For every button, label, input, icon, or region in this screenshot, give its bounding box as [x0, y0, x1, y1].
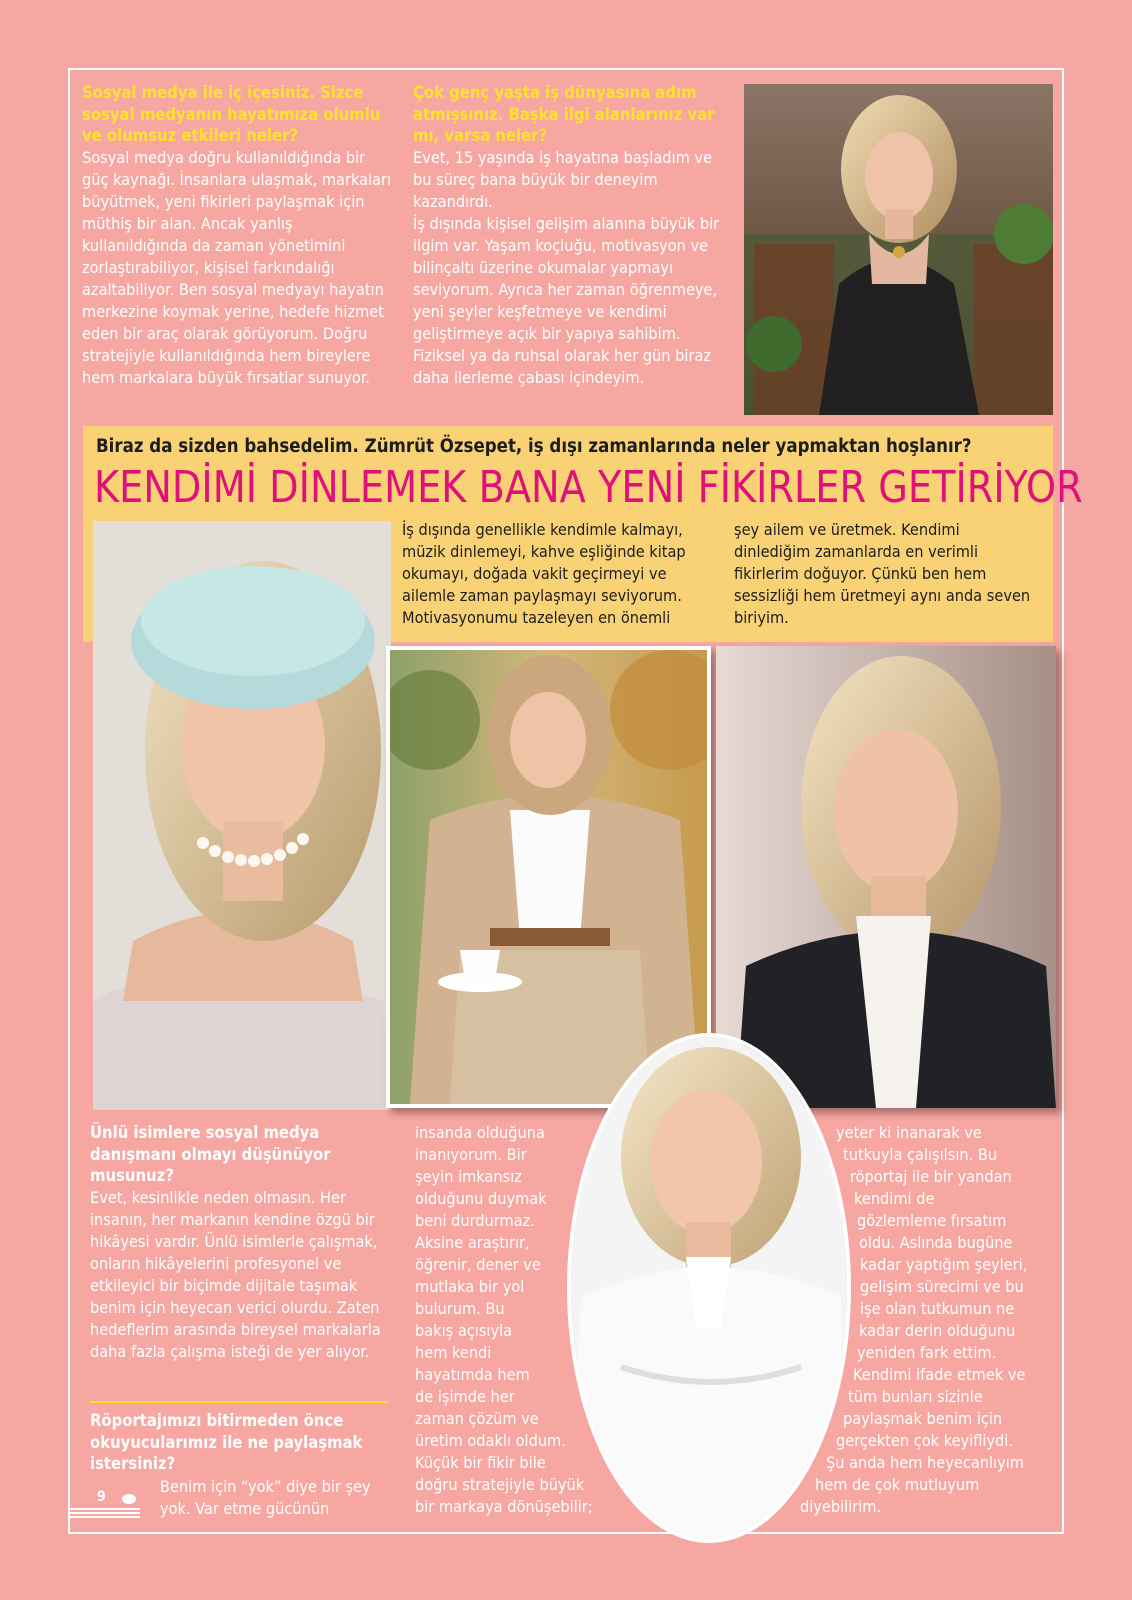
text-line: öğrenir, dener ve	[415, 1255, 541, 1274]
text-line: zaman çözüm ve	[415, 1409, 539, 1428]
text-line: şeyin imkansız	[415, 1167, 522, 1186]
text-line: oldu. Aslında bugüne	[859, 1233, 1013, 1252]
text-line: insanda olduğuna	[415, 1123, 545, 1142]
text-line: hem kendi	[415, 1343, 492, 1362]
text-line: gözlemleme fırsatım	[857, 1211, 1007, 1230]
col2-answer-p2: İş dışında kişisel gelişim alanına büyük bir ilgim var. Yaşam koçluğu, motivasyon ve bilinçaltı üzerine okumalar yapmayı seviyorum. Ayrıca her zaman öğrenmeye, yeni şeyler keşfetmeye ve kendimi geliştirmeye açık bir yapıya sahibim. Fiziksel ya da ruhsal olarak her gün biraz daha ilerleme çabası içindeyim.	[413, 213, 720, 387]
col2-answer-p1: Evet, 15 yaşında iş hayatına başladım ve bu süreç bana büyük bir deneyim kazandırdı.	[413, 147, 712, 211]
text-line: gerçekten çok keyifliydi.	[836, 1431, 1013, 1450]
text-line: inanıyorum. Bir	[415, 1145, 527, 1164]
band-answer-b: şey ailem ve üretmek. Kendimi dinlediğim zamanlarda en verimli fikirlerim doğuyor. Çünkü ben hem sessizliği hem üretmeyi aynı anda seven biriyim.	[734, 520, 1031, 627]
text-line: yeter ki inanarak ve	[836, 1123, 982, 1142]
page-marker-icon	[122, 1494, 136, 1504]
band-answer-a: İş dışında genellikle kendimle kalmayı, müzik dinlemeyi, kahve eşliğinde kitap okumayı, doğada vakit geçirmeyi ve ailemle zaman paylaşmayı seviyorum. Motivasyonumu tazeleyen en önemli	[402, 520, 686, 627]
text-line: röportaj ile bir yandan	[850, 1167, 1012, 1186]
text-line: hem de çok mutluyum	[815, 1475, 980, 1494]
headline: KENDİMİ DİNLEMEK BANA YENİ FİKİRLER GETİRİYOR	[94, 462, 1083, 513]
text-line: üretim odaklı oldum.	[415, 1431, 566, 1450]
text-line: kadar yaptığım şeyleri,	[860, 1255, 1028, 1274]
q3-answer: Evet, kesinlikle neden olmasın. Her insanın, her markanın kendine özgü bir hikâyesi vardır. Ünlü isimlerle çalışmak, onların hikâyelerini profesyonel ve etkileyici bir biçimde dijitale taşımak benim için heyecan verici olurdu. Zaten hedeflerim arasında bireysel markalarla daha fazla çalışma isteği de yer alıyor.	[90, 1187, 381, 1361]
portrait-trench-coat-coffee-photo	[386, 646, 711, 1108]
col2-block	[413, 82, 720, 389]
text-line: Aksine araştırır,	[415, 1233, 530, 1252]
portrait-black-blazer-photo	[716, 646, 1056, 1108]
text-line: beni durdurmaz.	[415, 1211, 535, 1230]
text-line: Şu anda hem heyecanlıyım	[826, 1453, 1024, 1472]
col1-question: Sosyal medya ile iç içesiniz. Sizce sosyal medyanın hayatımıza olumlu ve olumsuz etkileri neler?	[82, 83, 381, 145]
band-question: Biraz da sizden bahsedelim. Zümrüt Özsepet, iş dışı zamanlarında neler yapmaktan hoşlanır?	[96, 436, 972, 457]
text-line: tutkuyla çalışılsın. Bu	[843, 1145, 998, 1164]
col2-question: Çok genç yaşta iş dünyasına adım atmışsınız. Başka ilgi alanlarınız var mı, varsa neler?	[413, 83, 715, 145]
text-line: mutlaka bir yol	[415, 1277, 525, 1296]
text-line: tüm bunları sizinle	[848, 1387, 983, 1406]
portrait-fuzzy-hat-photo	[93, 521, 391, 1110]
q4-question: Röportajımızı bitirmeden önce okuyucularımız ile ne paylaşmak istersiniz?	[90, 1411, 363, 1473]
text-line: Küçük bir fikir bile	[415, 1453, 546, 1472]
text-line: kendimi de	[854, 1189, 935, 1208]
text-line: olduğunu duymak	[415, 1189, 547, 1208]
text-line: işe olan tutkumun ne	[860, 1299, 1015, 1318]
q4-answer-line: Benim için “yok” diye bir şey	[160, 1477, 371, 1496]
text-line: bir markaya dönüşebilir;	[415, 1497, 593, 1516]
page-number: 9	[97, 1489, 106, 1505]
text-line: de işimde her	[415, 1387, 515, 1406]
text-line: yeniden fark ettim.	[857, 1343, 997, 1362]
bottom-right-column	[0, 1122, 1132, 1518]
col1-answer: Sosyal medya doğru kullanıldığında bir güç kaynağı. İnsanlara ulaşmak, markaları büyütmek, yeni fikirleri paylaşmak için müthiş bir alan. Ancak yanlış kullanıldığında da zaman yönetimini zorlaştırabiliyor, kişisel farkındalığı azaltabiliyor. Ben sosyal medyayı hayatın merkezine koymak yerine, hedefe hizmet eden bir araç olarak görüyorum. Doğru stratejiyle kullanıldığında hem bireylere hem markalara büyük fırsatlar sunuyor.	[82, 147, 392, 387]
text-line: doğru stratejiyle büyük	[415, 1475, 585, 1494]
q4-answer-line: yok. Var etme gücünün	[160, 1499, 330, 1518]
text-line: Kendimi ifade etmek ve	[853, 1365, 1026, 1384]
text-line: hayatımda hem	[415, 1365, 530, 1384]
q3-question: Ünlü isimlere sosyal medya danışmanı olmayı düşünüyor musunuz?	[90, 1123, 331, 1185]
text-line: diyebilirim.	[800, 1497, 882, 1516]
text-line: bakış açısıyla	[415, 1321, 513, 1340]
text-line: gelişim sürecimi ve bu	[860, 1277, 1024, 1296]
text-line: paylaşmak benim için	[843, 1409, 1003, 1428]
text-line: bulurum. Bu	[415, 1299, 505, 1318]
footer-lines	[70, 1508, 140, 1520]
col1-block	[82, 82, 392, 389]
portrait-black-dress-photo	[744, 84, 1053, 415]
text-line: kadar derin olduğunu	[859, 1321, 1016, 1340]
